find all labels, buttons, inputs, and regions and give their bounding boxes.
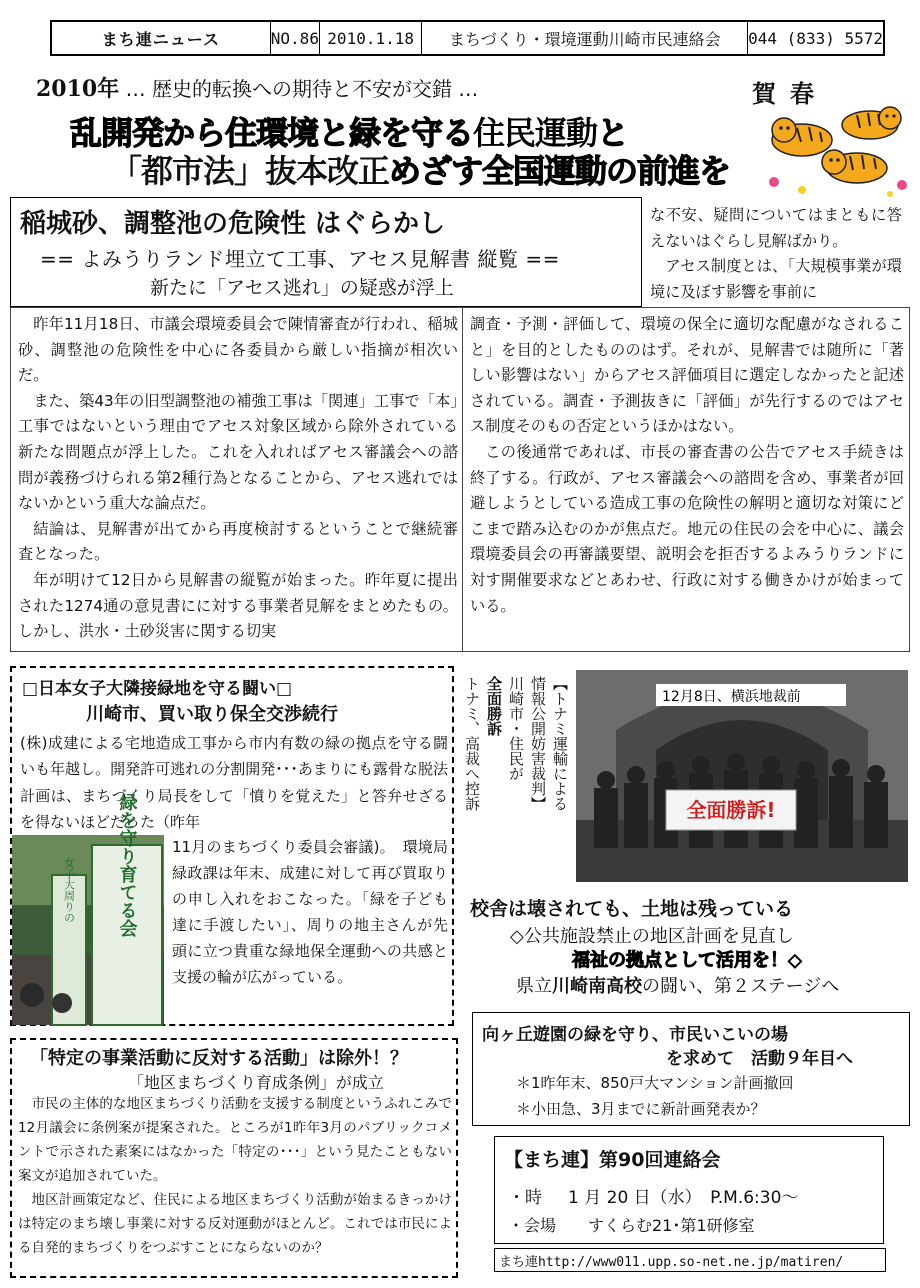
main-article-title: 稲城砂、調整池の危険性 はぐらかし	[20, 209, 446, 239]
masthead	[50, 20, 885, 56]
school-prefix: 県立	[516, 976, 552, 997]
mukogaoka-item: ＊1昨年末、850戸大マンション計画撤回	[516, 1074, 794, 1092]
tiger-bottom-icon	[822, 150, 887, 183]
vertical-line: 川崎市・住民が	[507, 676, 525, 781]
newsletter-title: まち連ニュース	[52, 22, 271, 54]
paragraph: また、築43年の旧型調整池の補強工事は「関連」工事で「本」工事ではないという理由でアセス対象区域から除外されている新たな問題点が浮上した。これを入れればアセス審議会への諮問が義務づけられる第2種行為となることから、アセス逃れではないかという重大な論点だ。	[18, 391, 458, 513]
issue-date: 2010.1.18	[320, 22, 422, 54]
paragraph: 昨年11月18日、市議会環境委員会で陳情審査が行われ、稲城砂、調整池の危険性を中心に各委員から厳しい指摘が相次いだ。	[18, 315, 458, 385]
school-suffix: の闘い、第２ステージへ	[642, 976, 840, 997]
ordinance-heading: 「特定の事業活動に反対する活動」は除外！？	[30, 1048, 408, 1069]
jwu-body: (株)成建による宅地造成工事から市内有数の緑の拠点を守る闘いも年越し。開発許可逃れの分割開発･･･あまりにも露骨な脱法計画は、まちづくり局長をして「憤りを覚えた」と答弁せざるを得ないほどだった（昨年	[20, 734, 448, 832]
meeting-time-value: 1 月 20 日（水） P.M.6:30～	[568, 1188, 799, 1208]
headline-line3-a: 「都市法」抜本改正	[110, 152, 390, 190]
jwu-heading: □日本女子大隣接緑地を守る闘い□	[22, 679, 293, 699]
school-slogan: 福祉の拠点として活用を！◇	[572, 950, 802, 971]
paragraph: アセス制度とは、「大規模事業が環境に及ぼす影響を事前に	[650, 257, 902, 301]
paragraph: な不安、疑問についてはまともに答えないはぐらし見解ばかり。	[650, 206, 902, 250]
paragraph: この後通常であれば、市長の審査書の公告でアセス手続きは終了する。行政が、アセス審議会への諮問を含め、事業者が回避しようとしている造成工事の危険性の解明と適切な対策にどこまで踏み込むのかが焦点だ。地元の住民の会を中心に、議会環境委員会の再審議要望、説明会を拒否するよみうりランドに対す開催要求などとあわせ、行政に対する働きかけが始まっている。	[470, 442, 904, 615]
vertical-line: トナミ、高裁へ控訴	[463, 676, 481, 811]
headline-line2-c: と	[597, 114, 629, 152]
tiger-left-icon	[772, 118, 832, 156]
organization-name: まちづくり・環境運動川崎市民連絡会	[422, 22, 748, 54]
mukogaoka-title-2: を求めて 活動９年目へ	[666, 1049, 853, 1069]
phone-number: 044 (833) 5572	[748, 28, 883, 48]
column-divider	[462, 307, 463, 652]
paragraph: 地区計画策定など、住民による地区まちづくり活動が始まるきっかけは特定のまち壊し事業に対する反対運動がほとんど。これでは市民による自発的まちづくりをつぶすことにならないのか？	[18, 1192, 452, 1256]
meeting-place-value: すくらむ21･第1研修室	[588, 1216, 755, 1235]
meeting-time-label: ・時	[508, 1188, 542, 1208]
headline-line3-b: めざす全国運動の前進を	[389, 152, 731, 190]
main-article-right-column	[470, 312, 904, 619]
photo-banner-victory: 全面勝訴!	[686, 798, 776, 822]
tiger-illustration	[762, 100, 912, 200]
main-article-subtitle-2: 新たに「アセス逃れ」の疑惑が浮上	[150, 277, 454, 299]
court-photo	[576, 670, 908, 882]
headline-line2-a: 乱開発から住環境と緑を守る	[70, 114, 474, 152]
new-year-greeting: 賀春	[752, 79, 828, 108]
paragraph: 結論は、見解書が出てから再度検討するということで継続審査となった。	[18, 519, 458, 564]
vertical-line: 【トナミ運輸による	[551, 676, 569, 811]
court-photo-caption: 12月8日、横浜地裁前	[662, 689, 801, 705]
paragraph: 年が明けて12日から見解書の縦覧が始まった。昨年夏に提出された1274通の意見書にに対する事業者見解をまとめたもの。しかし、洪水・土砂災害に関する切実	[18, 570, 458, 641]
headline-year: 2010年	[36, 76, 120, 102]
headline-line3	[110, 146, 730, 192]
school-subheading: ◇公共施設禁止の地区計画を見直し	[510, 926, 794, 947]
main-article-left-column	[18, 312, 458, 645]
issue-number: NO.86	[271, 22, 320, 54]
meeting-place-label: ・会場	[508, 1216, 557, 1235]
banner-photo	[12, 793, 164, 1025]
school-heading: 校舎は壊されても、土地は残っている	[470, 898, 794, 920]
meeting-place-row	[508, 1213, 755, 1236]
website-url[interactable]: まち連http://www011.upp.so-net.ne.jp/matiren/	[494, 1248, 886, 1272]
vertical-line: 全面勝訴	[485, 676, 503, 736]
headline-tagline: … 歴史的転換への期待と不安が交錯 …	[119, 77, 479, 101]
headline-line1	[36, 72, 478, 103]
meeting-time-row	[508, 1183, 798, 1208]
mukogaoka-title: 向ヶ丘遊園の緑を守り、市民いこいの場	[482, 1025, 788, 1045]
ordinance-subheading: 「地区まちづくり育成条例」が成立	[128, 1073, 384, 1092]
jwu-body-continued: 11月のまちづくり委員会審議)。 環境局緑政課は年末、成建に対して再び買取りの申し入れをおこなった。「緑を子ども達に手渡したい」、周りの地主さんが先頭に立つ貴重な緑地保全運動への共感と支援の輪が広がっている。	[172, 838, 448, 986]
mukogaoka-item: ＊小田急、3月までに新計画発表か？	[516, 1100, 766, 1118]
school-stage-line	[516, 972, 839, 998]
ordinance-body	[18, 1092, 452, 1260]
vertical-line: 情報公開妨害裁判】	[529, 676, 547, 811]
jwu-subheading: 川崎市、買い取り保全交渉続行	[86, 704, 338, 725]
tonami-vertical-caption	[463, 676, 570, 876]
meeting-title: 【まち連】第90回連絡会	[504, 1149, 721, 1171]
photo-banner-text-2: 女子大周りの	[62, 857, 76, 923]
headline-line2-b: 住民運動	[473, 114, 598, 152]
main-article-subtitle: == よみうりランド埋立て工事、アセス見解書 縦覧 ==	[40, 247, 560, 271]
main-article-right-top	[650, 203, 902, 305]
paragraph: 調査・予測・評価して、環境の保全に適切な配慮がなされること」を目的としたもののはず。それが、見解書では随所に「著しい影響はない」からアセス評価項目に選定しなかったと記述されている。調査・予測抜きに「評価」が先行するのではアセス制度そのもの否定というほかはない。	[470, 315, 904, 436]
tiger-right-icon	[842, 107, 901, 139]
school-name: 川崎南高校	[552, 976, 642, 997]
photo-banner-text: 緑を守り育てる会	[116, 793, 138, 937]
paragraph: 市民の主体的な地区まちづくり活動を支援する制度というふれこみで12月議会に条例案が提案された。ところが1昨年3月のパブリックコメントで示された素案にはなかった「特定の･･･」という見たこともない案文が追加されていた。	[18, 1096, 452, 1184]
